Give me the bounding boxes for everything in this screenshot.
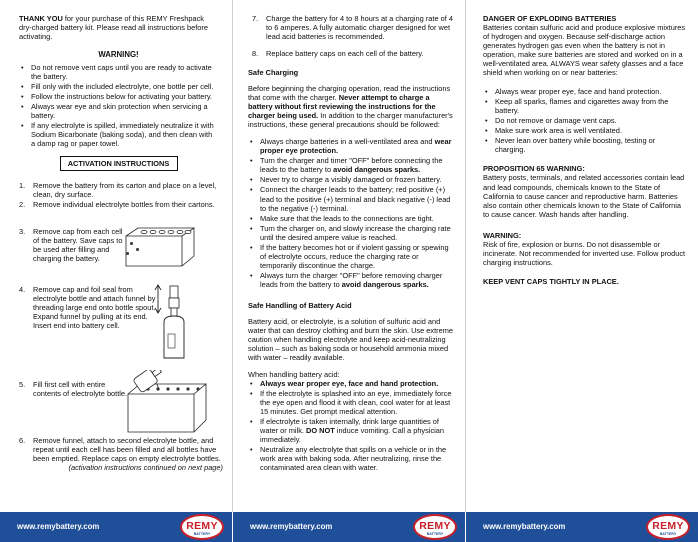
footer-url[interactable]: www.remybattery.com xyxy=(483,522,566,531)
danger-item: • Do not remove or damage vent caps. xyxy=(483,116,686,125)
logo-text: REMY xyxy=(652,520,684,532)
safe-handling-title: Safe Handling of Battery Acid xyxy=(248,300,352,310)
panel-1 xyxy=(0,0,232,542)
panel-2 xyxy=(233,0,465,542)
continued-note: (activation instructions continued on next page) xyxy=(68,463,223,473)
logo-subtext: BATTERY xyxy=(659,532,677,536)
logo-subtext: BATTERY xyxy=(426,532,444,536)
footer xyxy=(0,512,232,542)
activation-instructions-title: ACTIVATION INSTRUCTIONS xyxy=(60,156,178,171)
prop65-text: Battery posts, terminals, and related accessories contain lead and lead compounds, chemicals known to the State of California to cause cancer and reproductive harm. Batteries also contain other chemicals known to the State of California to cause cancer. Wash hands after handling. xyxy=(483,173,685,219)
handling-list xyxy=(248,379,453,472)
intro-text: In addition to the charger manufacturer's instructions, these general precautions should be followed: xyxy=(248,111,453,130)
panel-2-content xyxy=(248,14,453,473)
step-number: 3. xyxy=(19,227,26,236)
thank-you-bold: THANK YOU xyxy=(19,14,63,23)
danger-title: DANGER OF EXPLODING BATTERIES xyxy=(483,14,617,23)
warning-item: • Always wear eye and skin protection when servicing a battery. xyxy=(19,102,218,120)
step-text: Replace battery caps on each cell of the battery. xyxy=(266,49,424,59)
step-number: 1. xyxy=(19,180,26,190)
step-text: Fill first cell with entire contents of electrolyte bottle. xyxy=(33,380,128,399)
warning-title: WARNING! xyxy=(98,50,139,60)
battery-caps-illustration xyxy=(120,222,202,274)
when-handling-text: When handling battery acid: xyxy=(248,370,340,379)
step-text: Remove cap and foil seal from electrolyte bottle and attach funnel by threading large end onto bottle spout. Expand funnel by pulling at its end. Insert end into battery cell. xyxy=(33,285,156,331)
step-number: 6. xyxy=(19,436,26,446)
danger-item: • Never lean over battery while boosting, testing or charging. xyxy=(483,136,686,154)
safe-charging-title: Safe Charging xyxy=(248,68,299,78)
precaution-item: • Always turn the charger "OFF" before removing charger leads from the battery to avoid dangerous sparks. xyxy=(248,271,453,289)
footer-url[interactable]: www.remybattery.com xyxy=(17,522,100,531)
step-text: Charge the battery for 4 to 8 hours at a charging rate of 4 to 6 amperes. A fully automatic charger designed for wet lead acid batteries is recommended. xyxy=(266,14,453,42)
warning-title: WARNING: xyxy=(483,230,522,240)
handling-item: • Always wear proper eye, face and hand protection. xyxy=(248,379,453,388)
remy-logo xyxy=(646,514,690,540)
danger-item: • Keep all sparks, flames and cigarettes away from the battery. xyxy=(483,97,686,115)
intro-text: Before beginning the charging operation, read the instructions that come with the charger. xyxy=(248,84,451,103)
step-text: Remove cap from each cell of the battery. Save caps to be used after filling and charging the battery. xyxy=(33,227,123,264)
step-4 xyxy=(19,285,159,330)
warning-list xyxy=(19,63,218,148)
step-number: 5. xyxy=(19,380,26,390)
logo-text: REMY xyxy=(419,520,451,532)
footer xyxy=(233,512,465,542)
intro-bold: Never attempt to charge a battery without first reviewing the instructions for the charger being used. xyxy=(248,93,436,121)
warning-item: • Follow the instructions below for activating your battery. xyxy=(19,92,218,101)
filling-battery-illustration xyxy=(120,370,212,442)
logo-subtext: BATTERY xyxy=(193,532,211,536)
danger-text: Batteries contain sulfuric acid and produce explosive mixtures of hydrogen and oxygen. Because self-discharge action generates hydrogen gas even when the battery is not in operation, make sure batteries are stored and worked on in a well-ventilated area. ALWAYS wear safety glasses and a face shield when working on or near batteries: xyxy=(483,23,686,78)
warning-item: • Do not remove vent caps until you are ready to activate the battery. xyxy=(19,63,218,81)
step-3 xyxy=(19,227,129,263)
step-7 xyxy=(252,14,453,41)
footer xyxy=(466,512,698,542)
precaution-item: • Always charge batteries in a well-ventilated area and wear proper eye protection. xyxy=(248,137,453,155)
step-5 xyxy=(19,380,134,398)
handling-item: • If electrolyte is taken internally, drink large quantities of water or milk. DO NOT induce vomiting. Call a physician immediately. xyxy=(248,417,453,444)
thank-you-paragraph xyxy=(19,14,218,41)
danger-list xyxy=(483,87,686,154)
warning-item: • Fill only with the included electrolyte, one bottle per cell. xyxy=(19,82,218,91)
keep-vent-caps-text: KEEP VENT CAPS TIGHTLY IN PLACE. xyxy=(483,276,619,286)
charging-precautions-list xyxy=(248,137,453,289)
precaution-item: • Turn the charger and timer "OFF" before connecting the leads to the battery to avoid dangerous sparks. xyxy=(248,156,453,174)
warning-item: • If any electrolyte is spilled, immediately neutralize it with Sodium Bicarbonate (baking soda), and then clean with a damp rag or paper towel. xyxy=(19,121,218,148)
safe-charging-intro xyxy=(248,84,453,129)
step-text: Remove individual electrolyte bottles from their cartons. xyxy=(33,199,215,209)
step-number: 8. xyxy=(252,49,259,59)
thank-you-text: for your purchase of this REMY Freshpack dry-charged battery kit. Please read all instructions before activating. xyxy=(19,14,208,42)
footer-url[interactable]: www.remybattery.com xyxy=(250,522,333,531)
step-text: Remove funnel, attach to second electrolyte bottle, and repeat until each cell has been filled and all bottles have been emptied. Replace caps on empty electrolyte bottles. xyxy=(33,436,221,464)
step-number: 4. xyxy=(19,285,26,295)
danger-item: • Always wear proper eye, face and hand protection. xyxy=(483,87,686,96)
handling-item: • If the electrolyte is splashed into an eye, immediately force the eye open and flood it with clean, cool water for at least 15 minutes. Get prompt medical attention. xyxy=(248,389,453,416)
handling-item: • Neutralize any electrolyte that spills on a vehicle or in the work area with baking soda. After neutralizing, rinse the contaminated area clean with water. xyxy=(248,445,453,472)
step-1 xyxy=(19,181,219,199)
remy-logo xyxy=(413,514,457,540)
logo-text: REMY xyxy=(186,520,218,532)
step-8 xyxy=(252,49,453,58)
remy-logo xyxy=(180,514,224,540)
step-number: 7. xyxy=(252,14,259,23)
warning-text: Risk of fire, explosion or burns. Do not disassemble or incinerate. Not recommended for inverted use. Follow product charging instructions. xyxy=(483,239,686,267)
precaution-item: • Turn the charger on, and slowly increase the charging rate until the desired ampere value is reached. xyxy=(248,224,453,242)
prop65-title: PROPOSITION 65 WARNING: xyxy=(483,164,585,174)
panel-3-content xyxy=(483,14,686,286)
precaution-item: • If the battery becomes hot or if violent gassing or spewing of electrolyte occurs, reduce the charging rate or temporarily discontinue the charge. xyxy=(248,243,453,270)
step-text: Remove the battery from its carton and place on a level, clean, dry surface. xyxy=(33,180,217,199)
precaution-item: • Never try to charge a visibly damaged or frozen battery. xyxy=(248,175,453,184)
safe-handling-text: Battery acid, or electrolyte, is a solution of sulfuric acid and water that can destroy clothing and burn the skin. Use extreme caution when handling electrolyte and keep acid-neutralizing solution – such as baking soda or household ammonia mixed with water – readily available. xyxy=(248,316,453,362)
danger-item: • Make sure work area is well ventilated. xyxy=(483,126,686,135)
precaution-item: • Make sure that the leads to the connections are tight. xyxy=(248,214,453,223)
step-number: 2. xyxy=(19,199,26,209)
panel-3 xyxy=(466,0,698,542)
bottle-funnel-illustration xyxy=(150,282,210,362)
step-2 xyxy=(19,200,219,209)
precaution-item: • Connect the charger leads to the battery; red positive (+) lead to the positive (+) terminal and black negative (-) lead to the negative (-) terminal. xyxy=(248,185,453,212)
